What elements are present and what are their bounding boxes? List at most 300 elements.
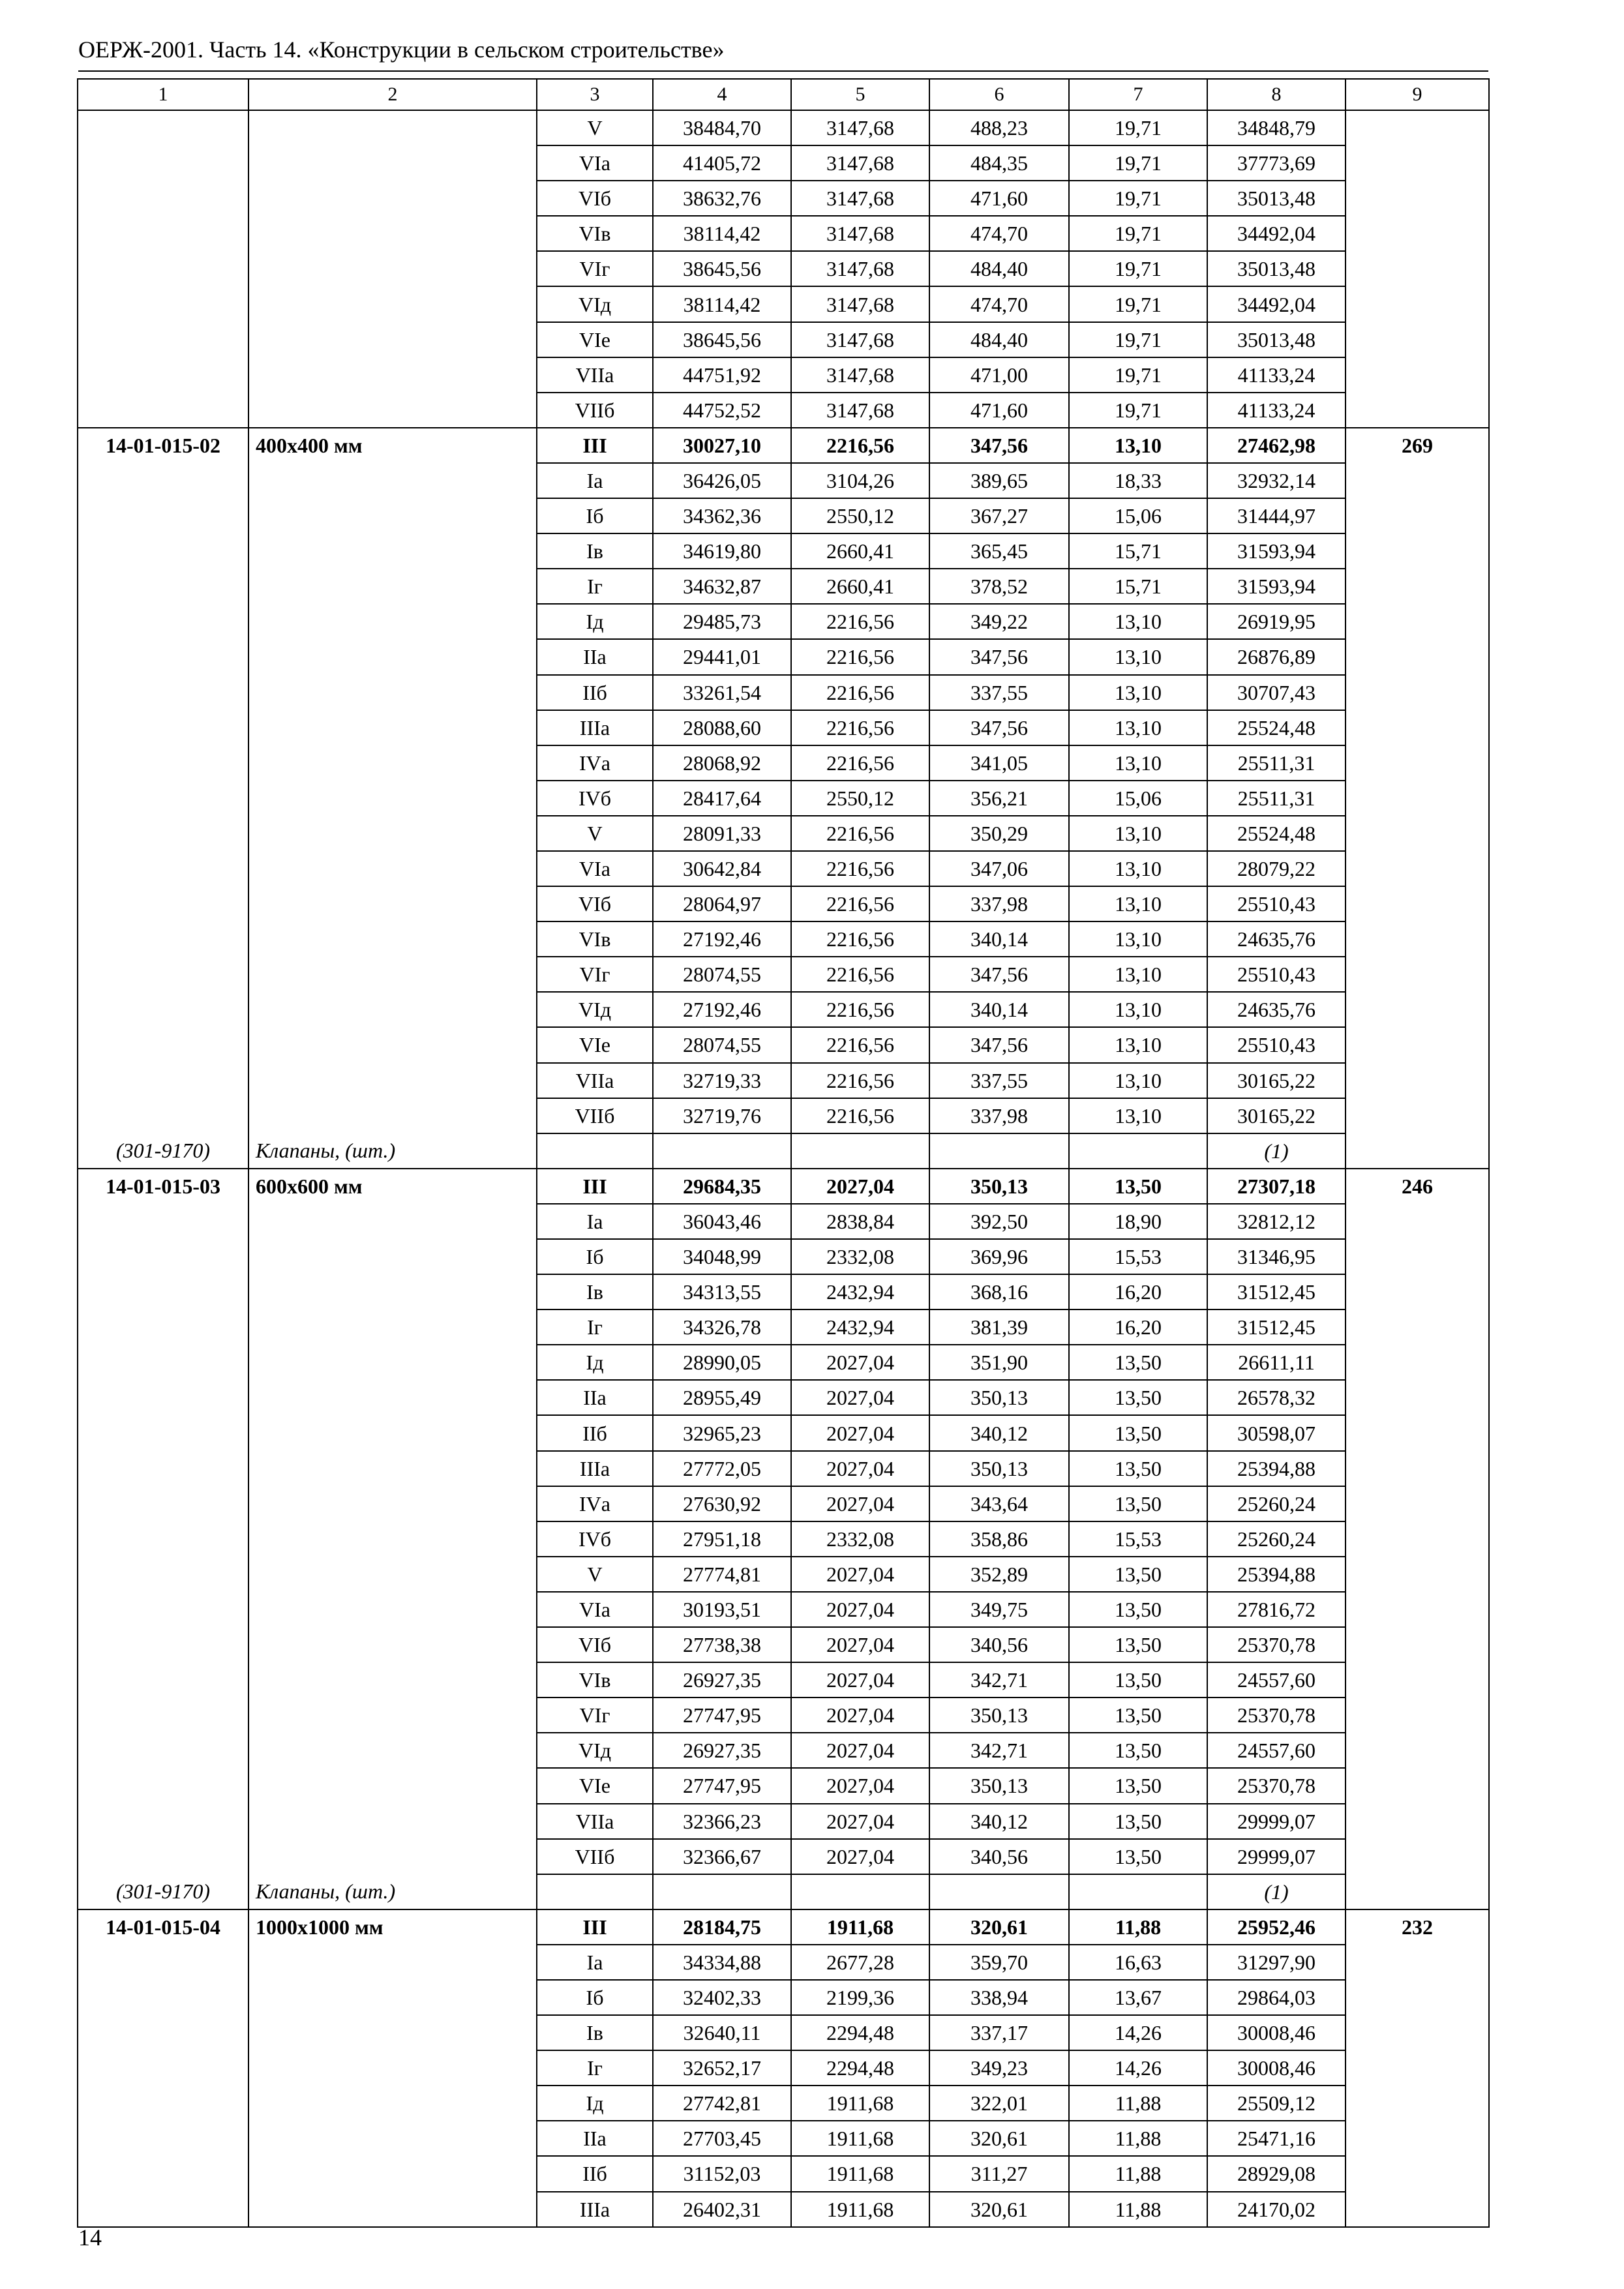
machine-cost-cell: 389,65 [929,463,1069,498]
zone-cell: VIIб [537,393,653,428]
machine-cost-cell: 320,61 [929,2121,1069,2156]
wage-cell: 2216,56 [791,816,929,851]
column-number: 6 [929,79,1069,110]
description-cell [248,1098,537,1133]
zone-cell: V [537,1557,653,1592]
labor-cell [1346,1380,1489,1415]
table-row [78,1274,1489,1309]
materials-cost-cell: 25394,88 [1207,1557,1346,1592]
code-cell [78,1980,248,2015]
total-cost-cell: 26927,35 [653,1733,791,1768]
labor-cell [1346,1698,1489,1733]
machinist-wage-cell: 19,71 [1069,286,1207,322]
column-number: 9 [1346,79,1489,110]
description-cell [248,1521,537,1557]
machine-cost-cell: 337,98 [929,1098,1069,1133]
wage-cell: 2027,04 [791,1345,929,1380]
total-cost-cell: 26927,35 [653,1662,791,1698]
wage-cell: 2027,04 [791,1627,929,1662]
zone-cell: Iб [537,1980,653,2015]
wage-cell: 1911,68 [791,2086,929,2121]
total-cost-cell: 27747,95 [653,1698,791,1733]
total-cost-cell: 29684,35 [653,1169,791,1204]
code-cell [78,1557,248,1592]
machinist-wage-cell: 13,10 [1069,921,1207,957]
machine-cost-cell: 341,05 [929,745,1069,781]
labor-cell [1346,1627,1489,1662]
description-cell [248,1980,537,2015]
wage-cell: 2332,08 [791,1521,929,1557]
materials-cost-cell: 31346,95 [1207,1239,1346,1274]
labor-cell [1346,781,1489,816]
labor-cell: 269 [1346,428,1489,463]
total-cost-cell: 30642,84 [653,851,791,886]
wage-cell: 2027,04 [791,1486,929,1521]
wage-cell: 2677,28 [791,1945,929,1980]
code-cell [78,604,248,639]
zone-cell: III [537,428,653,463]
code-cell [78,745,248,781]
zone-cell: Iд [537,2086,653,2121]
description-cell [248,1239,537,1274]
code-cell [78,1345,248,1380]
total-cost-cell: 34619,80 [653,533,791,569]
machinist-wage-cell: 14,26 [1069,2015,1207,2050]
total-cost-cell: 34326,78 [653,1309,791,1345]
materials-cost-cell: 25511,31 [1207,745,1346,781]
wage-cell: 3147,68 [791,251,929,286]
description-cell [248,1274,537,1309]
table-row [78,992,1489,1027]
labor-cell [1346,322,1489,357]
total-cost-cell: 27951,18 [653,1521,791,1557]
labor-cell [1346,286,1489,322]
zone-cell: VIIа [537,1804,653,1839]
machinist-wage-cell: 13,10 [1069,639,1207,674]
table-row [78,1027,1489,1062]
total-cost-cell [653,1874,791,1909]
machinist-wage-cell: 16,20 [1069,1309,1207,1345]
description-cell [248,110,537,145]
machinist-wage-cell: 13,50 [1069,1169,1207,1204]
code-cell [78,1698,248,1733]
machinist-wage-cell: 13,10 [1069,1063,1207,1098]
materials-cost-cell: 34492,04 [1207,216,1346,251]
zone-cell: Iа [537,1204,653,1239]
labor-cell [1346,1133,1489,1169]
total-cost-cell: 28955,49 [653,1380,791,1415]
machine-cost-cell: 368,16 [929,1274,1069,1309]
machine-cost-cell: 351,90 [929,1345,1069,1380]
description-cell [248,957,537,992]
materials-cost-cell: 30008,46 [1207,2015,1346,2050]
machine-cost-cell: 471,60 [929,181,1069,216]
machine-cost-cell: 340,14 [929,921,1069,957]
code-cell [78,816,248,851]
wage-cell: 2027,04 [791,1592,929,1627]
labor-cell [1346,251,1489,286]
code-cell [78,498,248,533]
wage-cell: 2216,56 [791,851,929,886]
description-cell [248,745,537,781]
total-cost-cell: 32366,67 [653,1839,791,1874]
wage-cell: 2294,48 [791,2015,929,2050]
zone-cell: IIа [537,639,653,674]
machinist-wage-cell: 13,50 [1069,1662,1207,1698]
column-number: 2 [248,79,537,110]
table-row [78,1204,1489,1239]
machinist-wage-cell: 14,26 [1069,2050,1207,2086]
zone-cell: Iд [537,1345,653,1380]
zone-cell: IIIа [537,710,653,745]
code-cell [78,1521,248,1557]
total-cost-cell: 28068,92 [653,745,791,781]
wage-cell: 2027,04 [791,1698,929,1733]
machine-cost-cell: 484,40 [929,251,1069,286]
wage-cell: 2294,48 [791,2050,929,2086]
table-row [78,1345,1489,1380]
wage-cell: 2216,56 [791,639,929,674]
materials-cost-cell: 37773,69 [1207,145,1346,181]
labor-cell [1346,1486,1489,1521]
zone-cell: VIа [537,145,653,181]
wage-cell: 2027,04 [791,1557,929,1592]
wage-cell: 2216,56 [791,710,929,745]
table-row [78,1098,1489,1133]
machinist-wage-cell: 18,33 [1069,463,1207,498]
materials-cost-cell: 41133,24 [1207,393,1346,428]
code-cell [78,533,248,569]
machinist-wage-cell: 19,71 [1069,216,1207,251]
labor-cell [1346,1662,1489,1698]
machinist-wage-cell: 19,71 [1069,357,1207,393]
wage-cell: 2216,56 [791,745,929,781]
description-cell [248,393,537,428]
description-cell [248,2050,537,2086]
machine-cost-cell: 343,64 [929,1486,1069,1521]
wage-cell: 3147,68 [791,286,929,322]
materials-cost-cell: 29864,03 [1207,1980,1346,2015]
materials-cost-cell: 30165,22 [1207,1063,1346,1098]
table-row [78,2192,1489,2227]
total-cost-cell: 27774,81 [653,1557,791,1592]
machinist-wage-cell: 13,10 [1069,604,1207,639]
total-cost-cell: 27742,81 [653,2086,791,2121]
materials-cost-cell: 30165,22 [1207,1098,1346,1133]
wage-cell: 2216,56 [791,1027,929,1062]
machine-cost-cell: 367,27 [929,498,1069,533]
code-cell [78,2121,248,2156]
labor-cell [1346,745,1489,781]
wage-cell: 3104,26 [791,463,929,498]
labor-cell [1346,533,1489,569]
materials-cost-cell: 31297,90 [1207,1945,1346,1980]
machinist-wage-cell: 15,06 [1069,498,1207,533]
table-row [78,921,1489,957]
machine-cost-cell: 350,13 [929,1451,1069,1486]
machine-cost-cell: 356,21 [929,781,1069,816]
table-row [78,1486,1489,1521]
machinist-wage-cell: 13,50 [1069,1768,1207,1803]
labor-cell [1346,569,1489,604]
machine-cost-cell: 381,39 [929,1309,1069,1345]
code-cell [78,357,248,393]
labor-cell [1346,851,1489,886]
total-cost-cell: 34632,87 [653,569,791,604]
machine-cost-cell [929,1874,1069,1909]
wage-cell: 2027,04 [791,1451,929,1486]
description-cell [248,1768,537,1803]
machine-cost-cell: 311,27 [929,2156,1069,2191]
machinist-wage-cell: 13,10 [1069,1027,1207,1062]
machinist-wage-cell: 13,50 [1069,1345,1207,1380]
table-row [78,1627,1489,1662]
code-cell [78,2015,248,2050]
wage-cell: 3147,68 [791,357,929,393]
table-row [78,110,1489,145]
code-cell [78,216,248,251]
total-cost-cell: 30027,10 [653,428,791,463]
code-cell: (301-9170) [78,1133,248,1169]
materials-cost-cell: 35013,48 [1207,251,1346,286]
labor-cell [1346,2121,1489,2156]
total-cost-cell: 27772,05 [653,1451,791,1486]
materials-cost-cell: 25511,31 [1207,781,1346,816]
machine-cost-cell: 340,14 [929,992,1069,1027]
machinist-wage-cell: 13,50 [1069,1839,1207,1874]
code-cell [78,110,248,145]
materials-cost-cell: 32812,12 [1207,1204,1346,1239]
zone-cell: VIе [537,322,653,357]
total-cost-cell: 34362,36 [653,498,791,533]
code-cell [78,1380,248,1415]
total-cost-cell: 28417,64 [653,781,791,816]
note-row [78,1874,1489,1909]
machinist-wage-cell: 13,50 [1069,1592,1207,1627]
total-cost-cell: 29441,01 [653,639,791,674]
zone-cell: IVб [537,1521,653,1557]
machine-cost-cell: 350,13 [929,1768,1069,1803]
table-row [78,851,1489,886]
code-cell [78,710,248,745]
machine-cost-cell: 349,23 [929,2050,1069,2086]
wage-cell: 2199,36 [791,1980,929,2015]
total-cost-cell: 27738,38 [653,1627,791,1662]
description-cell [248,1945,537,1980]
labor-cell [1346,393,1489,428]
code-cell [78,1662,248,1698]
machinist-wage-cell: 13,50 [1069,1451,1207,1486]
machinist-wage-cell: 13,10 [1069,816,1207,851]
machinist-wage-cell: 15,53 [1069,1239,1207,1274]
code-cell [78,1204,248,1239]
column-number-row [78,79,1489,110]
page-number: 14 [78,2224,102,2251]
machine-cost-cell: 471,00 [929,357,1069,393]
code-cell [78,886,248,921]
materials-cost-cell: (1) [1207,1874,1346,1909]
materials-cost-cell: 29999,07 [1207,1804,1346,1839]
table-row [78,1063,1489,1098]
total-cost-cell: 32719,76 [653,1098,791,1133]
table-row [78,1415,1489,1450]
description-cell: 1000х1000 мм [248,1909,537,1945]
materials-cost-cell: 28079,22 [1207,851,1346,886]
machine-cost-cell: 340,12 [929,1804,1069,1839]
table-body [78,110,1489,2227]
materials-cost-cell: 25510,43 [1207,1027,1346,1062]
total-cost-cell: 32640,11 [653,2015,791,2050]
materials-cost-cell: 24170,02 [1207,2192,1346,2227]
machine-cost-cell: 347,56 [929,1027,1069,1062]
code-cell [78,957,248,992]
materials-cost-cell: 25260,24 [1207,1521,1346,1557]
labor-cell [1346,2015,1489,2050]
wage-cell: 2027,04 [791,1804,929,1839]
code-cell [78,2192,248,2227]
labor-cell [1346,181,1489,216]
zone-cell [537,1133,653,1169]
machine-cost-cell: 320,61 [929,2192,1069,2227]
description-cell [248,1486,537,1521]
machine-cost-cell: 471,60 [929,393,1069,428]
total-cost-cell: 38114,42 [653,216,791,251]
total-cost-cell: 33261,54 [653,675,791,710]
materials-cost-cell: (1) [1207,1133,1346,1169]
description-cell [248,781,537,816]
table-row [78,1380,1489,1415]
header-rule [78,70,1488,72]
zone-cell: VIг [537,251,653,286]
zone-cell: IVа [537,745,653,781]
wage-cell [791,1874,929,1909]
code-cell [78,393,248,428]
code-cell [78,1839,248,1874]
machinist-wage-cell: 19,71 [1069,393,1207,428]
wage-cell: 3147,68 [791,322,929,357]
machine-cost-cell: 484,35 [929,145,1069,181]
wage-cell: 2332,08 [791,1239,929,1274]
description-cell: Клапаны, (шт.) [248,1133,537,1169]
table-row [78,357,1489,393]
code-cell [78,463,248,498]
total-cost-cell: 32366,23 [653,1804,791,1839]
column-number: 4 [653,79,791,110]
materials-cost-cell: 28929,08 [1207,2156,1346,2191]
zone-cell: IIIа [537,2192,653,2227]
labor-cell [1346,1274,1489,1309]
machinist-wage-cell: 13,50 [1069,1415,1207,1450]
code-cell [78,1627,248,1662]
machine-cost-cell: 322,01 [929,2086,1069,2121]
labor-cell [1346,145,1489,181]
labor-cell [1346,1874,1489,1909]
labor-cell [1346,1204,1489,1239]
labor-cell [1346,1027,1489,1062]
labor-cell [1346,921,1489,957]
labor-cell [1346,1768,1489,1803]
machine-cost-cell: 349,22 [929,604,1069,639]
table-row [78,639,1489,674]
wage-cell: 2216,56 [791,1098,929,1133]
column-number: 5 [791,79,929,110]
wage-cell: 2216,56 [791,428,929,463]
materials-cost-cell: 25524,48 [1207,816,1346,851]
table-row [78,1980,1489,2015]
machinist-wage-cell: 13,10 [1069,428,1207,463]
description-cell [248,675,537,710]
machinist-wage-cell: 13,10 [1069,710,1207,745]
description-cell [248,816,537,851]
code-cell [78,286,248,322]
labor-cell [1346,2050,1489,2086]
code-cell [78,992,248,1027]
code-cell [78,781,248,816]
labor-cell [1346,2086,1489,2121]
machine-cost-cell: 474,70 [929,216,1069,251]
note-row [78,1133,1489,1169]
wage-cell: 3147,68 [791,181,929,216]
code-cell: (301-9170) [78,1874,248,1909]
table-row [78,1451,1489,1486]
zone-cell: VIа [537,851,653,886]
description-cell [248,1733,537,1768]
wage-cell: 1911,68 [791,2121,929,2156]
total-cost-cell: 27703,45 [653,2121,791,2156]
description-cell [248,533,537,569]
table-row [78,286,1489,322]
zone-cell: V [537,816,653,851]
materials-cost-cell: 31444,97 [1207,498,1346,533]
zone-cell: VIе [537,1027,653,1062]
code-cell [78,1027,248,1062]
wage-cell: 2838,84 [791,1204,929,1239]
zone-cell: VIа [537,1592,653,1627]
machine-cost-cell: 340,56 [929,1627,1069,1662]
table-row [78,569,1489,604]
code-cell [78,1309,248,1345]
materials-cost-cell: 30008,46 [1207,2050,1346,2086]
materials-cost-cell: 25370,78 [1207,1627,1346,1662]
machinist-wage-cell: 13,50 [1069,1627,1207,1662]
machine-cost-cell: 338,94 [929,1980,1069,2015]
total-cost-cell: 44751,92 [653,357,791,393]
materials-cost-cell: 29999,07 [1207,1839,1346,1874]
labor-cell [1346,1098,1489,1133]
zone-cell: Iв [537,1274,653,1309]
description-cell [248,1063,537,1098]
code-cell [78,921,248,957]
total-cost-cell: 38645,56 [653,251,791,286]
machine-cost-cell: 337,17 [929,2015,1069,2050]
total-cost-cell: 27192,46 [653,992,791,1027]
table-row [78,1239,1489,1274]
description-cell [248,569,537,604]
materials-cost-cell: 25370,78 [1207,1768,1346,1803]
code-cell [78,1274,248,1309]
total-cost-cell: 38484,70 [653,110,791,145]
labor-cell [1346,2192,1489,2227]
labor-cell [1346,498,1489,533]
zone-cell: IIа [537,2121,653,2156]
materials-cost-cell: 32932,14 [1207,463,1346,498]
table-row [78,533,1489,569]
labor-cell: 246 [1346,1169,1489,1204]
description-cell [248,1309,537,1345]
total-cost-cell: 29485,73 [653,604,791,639]
zone-cell: III [537,1909,653,1945]
machine-cost-cell: 342,71 [929,1662,1069,1698]
